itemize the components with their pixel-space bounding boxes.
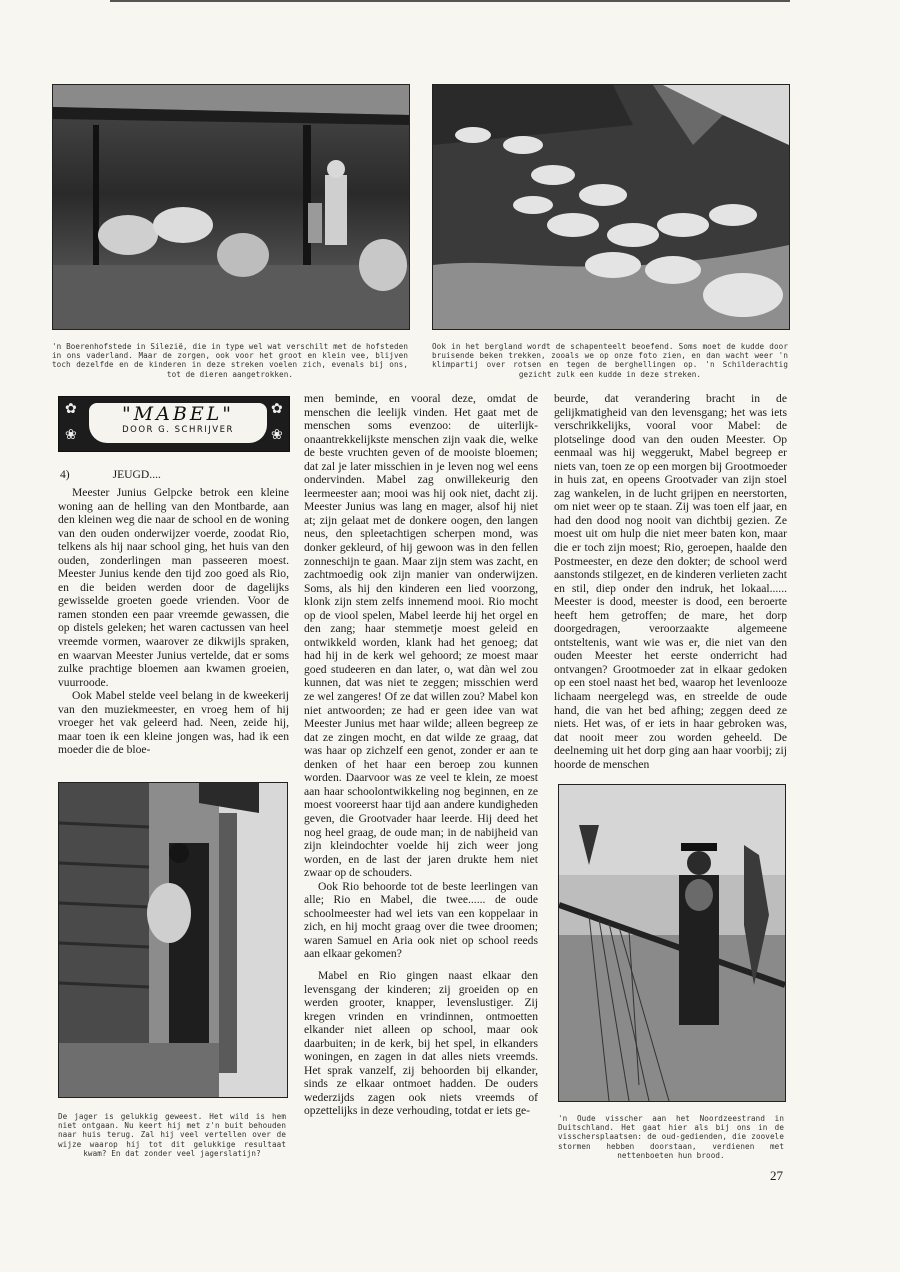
hunter-photo: [58, 782, 288, 1098]
article-column-1: [58, 486, 289, 757]
paragraph: Mabel en Rio gingen naast elkaar den levensgang der kinderen; zij groeiden op en werden grooter, knapper, levenslustiger. Zij kregen vrinden en vrindinnen, ontmoetten elkander niet alleen op school, maar ook daarbuiten; in de kerk, bij het spel, in elkanders woningen, en zagen in dat alles niets vreemds. Het sprak vanzelf, zij behoorden bij elkander, sinds ze elkaar ontmoet hadden. De ouders wederzijds zagen ook niets vreemds of opzettelijks in deze verhouding, totdat er iets ge-: [304, 968, 538, 1118]
article-byline: DOOR G. SCHRIJVER: [122, 425, 234, 435]
sheep-caption: Ook in het bergland wordt de schapenteelt beoefend. Soms moet de kudde door bruisende beken trekken, zooals we op onze foto zien, en dan wacht weer 'n klimpartij over rotsen en tegen de berghellingen op. 'n Schilderachtig gezicht zulk een kudde in deze streken.: [432, 342, 788, 379]
ornament-icon: ❀: [271, 428, 283, 443]
section-heading: [60, 468, 290, 482]
top-rule: [110, 0, 790, 2]
fisher-photo: [558, 784, 786, 1102]
paragraph: Ook Rio behoorde tot de beste leerlingen van alle; Rio en Mabel, die twee...... de oude schoolmeester had wel iets van een koppelaar in zich, en hij mocht graag over die twee droomen; waren Samuel en Aria ook niet op school reeds aan elkaar gekomen?: [304, 879, 538, 961]
article-column-3: [554, 392, 787, 771]
paragraph: beurde, dat verandering bracht in de gelijkmatigheid van den levensgang; het was iets verschrikkelijks, vooral voor Mabel: de plotselinge dood van den ouden Meester. Op eenmaal was hij weggerukt, Mabel begreep er niets van, toen ze op een morgen bij Grootmoeder in huis zat, en opeens Grootvader van zijn stoel zag wankelen, in de lucht grijpen en neerstorten, om niet weer op te staan. Zij was toen elf jaar, en had den dood nog nooit van dichtbij gezien. Ze moest uit om hulp die niet meer baten kon, maar die er toch zijn moest; Rio, geroepen, haalde den Postmeester, en deze den dokter; de school werd aanstonds stilgezet, en de kinderen verlieten zacht en stil, diep onder den indruk, het lokaal...... Meester is dood, meester is dood, een beroerte heeft hem getroffen; de mare, het dorp doorgedragen, veroorzaakte algemeene ontsteltenis, want wie was er, die niet van den ouden Meester het eerste onderricht had ontvangen? Grootmoeder zat in elkaar gedoken op een stoel naast het bed, waarop het levenlooze lichaam neergelegd was, en streelde de oude hand, die van het bed afhing; zeggen deed ze niets. Het was, of er iets in haar gebroken was, dat nooit meer zou worden geheeld. De deelneming uit het dorp ging aan haar voorbij; zij hoorde de menschen: [554, 392, 787, 771]
farm-caption: 'n Boerenhofstede in Silezië, die in type wel wat verschilt met de hofsteden in ons vaderland. Maar de zorgen, ook voor het groot en klein vee, blijven toch dezelfde en de kinderen in deze streken voelen zich, evenals bij ons, tot de dieren aangetrokken.: [52, 342, 408, 379]
paragraph: men beminde, en vooral deze, omdat de menschen die leelijk vinden. Het gaat met de menschen soms evenzoo: de uiterlijk-onaantrekkelijkste menschen zijn vaak die, welke de beste vruchten geven of de mooiste bloemen; dat zal je later misschien in je leven nog wel eens ondervinden. Mabel zag onwillekeurig den leermeester aan; mooi was hij ook niet, dacht zij. Meester Junius was lang en mager, alsof hij niet at; zijn gelaat met de donkere oogen, den langen neus, den spleetachtigen scherpen mond, was donker gekleurd, of hij gewoon was in den fellen zonneschijn te gaan. Maar zijn stem was zacht, en zachtmoedig ook zijn manier van onderwijzen. Soms, als hij den kinderen een lied voorzong, klonk zijn stem zelfs innemend mooi. Rio mocht op de viool spelen, Mabel leerde hij het orgel en den zang; haar stemmetje moest geleid en ontwikkeld worden, klank had het genoeg; dat had hij in de kerk wel gehoord; ze moest maar goed studeeren en dan later, o, wat dàn wel zou kunnen, dat was niet te zeggen; misschien werd ze wel zangeres! Of ze dat willen zou? Mabel kon niet antwoorden; ze had er geen idee van wat Meester Junius met haar wilde; alleen begreep ze dat ze zingen mocht, en dat wilde ze graag, dat was haar op zichzelf een genot, zonder er aan te denken of het haar een beroep zou kunnen worden. Daarvoor was ze veel te klein, ze moest aan haar schoolontwikkeling nog beginnen, en ze moest vooreerst haar tijd aan andere kundigheden geven, die Grootvader haar leerde. Hij deed het nog heel graag, de oude man; in de nabijheid van zijn kleindochter voelde hij zich weer jong worden, en de last der jaren drukte hem niet zwaar op de schouders.: [304, 392, 538, 880]
section-number: 4): [60, 468, 70, 481]
paragraph: Meester Junius Gelpcke betrok een kleine woning aan de helling van den Montbarde, aan den kleinen weg die naar de school en de woning van den ouden onderwijzer voerde, zoodat Rio, telkens als hij naar school ging, het huis van den ouden, zonderlingen man passeeren moest. Meester Junius kende den tijd zoo goed als Rio, en die beiden werden door de dagelijks gewisselde groeten goede vrienden. Voor de ramen stonden een paar vreemde gewassen, die op distels geleken; het waren cactussen van heel vreemde vormen, waarover ze dikwijls spraken, en waarvan Meester Junius vertelde, dat er soms zulke prachtige bloemen aan kwamen groeien, vuurroode.: [58, 486, 289, 689]
section-title: JEUGD....: [112, 468, 161, 481]
page-number: 27: [770, 1168, 783, 1183]
ornament-icon: ❀: [65, 428, 77, 443]
ornament-icon: ✿: [271, 402, 283, 417]
hunter-caption: De jager is gelukkig geweest. Het wild is hem niet ontgaan. Nu keert hij met z'n buit behouden naar huis terug. Zal hij veel vertellen over de wijze waarop hij tot dit gelukkige resultaat kwam? En dat zonder veel jagerslatijn?: [58, 1112, 286, 1158]
paragraph: Ook Mabel stelde veel belang in de kweekerij van den muziekmeester, en vroeg hem of hij vroeger het vak geleerd had. Neen, zeide hij, maar toen ik een kleine jongen was, had ik een moeder die de bloe-: [58, 689, 289, 757]
article-column-2: [304, 392, 538, 1118]
ornament-icon: ✿: [65, 402, 77, 417]
fisher-caption: 'n Oude visscher aan het Noordzeestrand in Duitschland. Het gaat hier als bij ons in de visschersplaatsen: de oud-gedienden, die zoovele stormen hebben doorstaan, verdienen met nettenboeten hun brood.: [558, 1114, 784, 1160]
article-title: "MABEL": [121, 403, 235, 425]
farm-photo: [52, 84, 410, 330]
sheep-photo: [432, 84, 790, 330]
article-title-box: [58, 396, 290, 452]
